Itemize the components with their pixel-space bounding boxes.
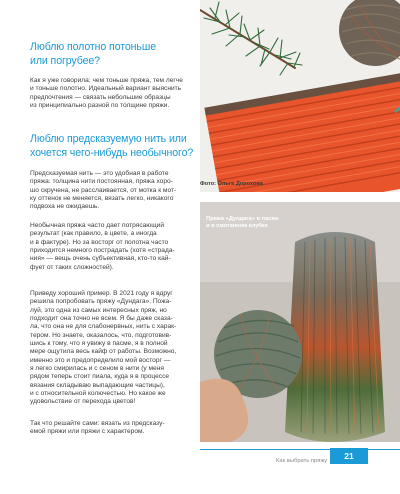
text-line: Так что решайте сами: вязать из предсказу-: [30, 420, 165, 427]
text-line: Как я уже говорила: чем тоньше пряжа, тем легче: [30, 77, 183, 84]
text-line: решила попробовать пряжу «Дундага». Пожа-: [30, 298, 172, 306]
section2-paragraph-4: [30, 420, 198, 437]
text-line: фует от таких сложностей).: [30, 263, 114, 271]
text-line: предпочтения — связать небольшие образцы: [30, 93, 171, 101]
text-line: я легко смирилась и с сеном в нити (у меня: [30, 365, 164, 373]
text-line: из принципиально разной по толщине пряжи.: [30, 102, 170, 110]
text-line: ния» — вещь очень субъективная, кто-то кай-: [30, 255, 171, 263]
page-number: 21: [330, 448, 368, 464]
text-line: и тоньше полотно. Идеальный вариант выяснить: [30, 85, 182, 93]
section2-paragraph-1: [30, 170, 198, 212]
text-line: шо скручена, не расслаивается, от мотка к мот-: [30, 186, 177, 194]
text-line: и в фактуре). Но за восторг от полотна часто: [30, 238, 169, 246]
text-line: Приведу хороший пример. В 2021 году я вдруг: [30, 290, 173, 297]
running-title: Как выбрать пряжу: [276, 458, 328, 464]
text-line: пряжа: толщина нити постоянная, пряжа хоро-: [30, 178, 173, 186]
section2-paragraph-3: [30, 290, 198, 407]
section2-paragraph-2: [30, 222, 198, 272]
text-line: ку оттенок не меняется, вязать легко, никакого: [30, 195, 174, 203]
footer-rule: [200, 449, 400, 450]
section1-heading-line: или погрубее?: [30, 54, 100, 67]
text-line: рядом теперь стоит пиала, куда я в процессе: [30, 373, 170, 381]
text-line: подвоха не ожидаешь.: [30, 203, 100, 211]
text-line: приходится немного пострадать (хотя «страда-: [30, 247, 175, 255]
text-line: и с относительной колючестью. Но какое же: [30, 390, 166, 398]
section1-paragraph: [30, 77, 198, 110]
text-line: Предсказуемая нить — это удобная в работе: [30, 170, 169, 177]
section2-heading-line: хочется чего-нибудь необычного?: [30, 146, 194, 159]
photo-caption: [206, 216, 279, 230]
text-line: вязания складываю выпадающие частицы),: [30, 381, 165, 389]
caption-line: Пряжа «Дундага» в пасме: [206, 216, 279, 222]
text-line: луй, это одна из самых интересных пряж, но: [30, 306, 167, 314]
text-line: шись к тому, что я увижу в пасме, я в полной: [30, 340, 168, 348]
text-line: подходит она точно не всем. Я бы даже сказа-: [30, 315, 173, 323]
yarn-photo: [200, 202, 400, 442]
text-line: результат (как правило, в цвете, а иногда: [30, 230, 157, 238]
caption-line: и в смотанном клубке: [206, 223, 268, 230]
text-line: тером. Но знаете, оказалось, что, подготовив-: [30, 331, 172, 339]
text-line: емой пряжи или пряжи с характером.: [30, 428, 145, 436]
photo-credit: Фото: Ольга Дорохова: [200, 181, 263, 187]
section1-heading: [30, 41, 198, 68]
knitting-photo: [200, 0, 400, 192]
section1-heading-line: Люблю полотно потоньше: [30, 41, 157, 53]
section2-heading-line: Люблю предсказуемую нить или: [30, 133, 187, 145]
text-line: ла, что она не для слабонервных, нить с харак-: [30, 323, 177, 331]
text-line: Необычная пряжа часто дает потрясающий: [30, 222, 165, 229]
text-line: мере ощутила весь кайф от работы. Возможно,: [30, 348, 177, 356]
text-line: удовольствие от перехода цветов!: [30, 398, 136, 406]
section2-heading: [30, 133, 210, 160]
text-line: именно это и предопределило мой восторг —: [30, 356, 171, 364]
